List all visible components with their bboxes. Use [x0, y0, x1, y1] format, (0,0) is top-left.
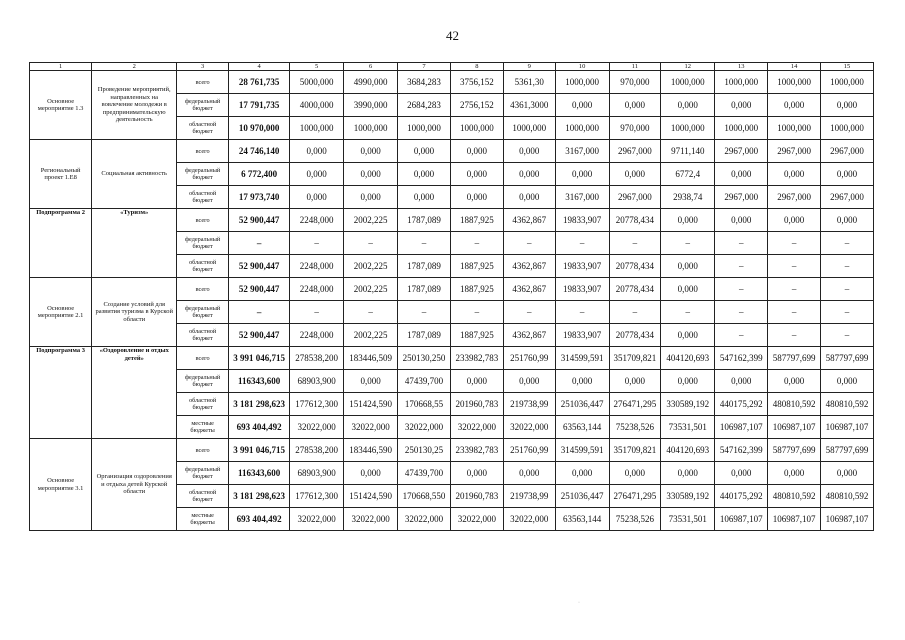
value-cell: 251036,447: [555, 393, 609, 416]
value-cell: 170668,55: [398, 393, 451, 416]
total-cell: 24 746,140: [229, 140, 290, 163]
value-cell: 20778,434: [609, 209, 661, 232]
value-cell: –: [344, 232, 398, 255]
total-cell: 3 181 298,623: [229, 485, 290, 508]
total-cell: 116343,600: [229, 370, 290, 393]
value-cell: –: [503, 301, 555, 324]
value-cell: –: [290, 301, 344, 324]
total-cell: 28 761,735: [229, 71, 290, 94]
value-cell: 250130,250: [398, 347, 451, 370]
value-cell: 276471,295: [609, 393, 661, 416]
column-header: 4: [229, 63, 290, 71]
value-cell: 0,000: [661, 94, 715, 117]
value-cell: 0,000: [661, 462, 715, 485]
value-cell: 0,000: [768, 163, 821, 186]
value-cell: 0,000: [821, 94, 874, 117]
column-header: 15: [821, 63, 874, 71]
budget-table: [29, 62, 874, 531]
value-cell: 970,000: [609, 71, 661, 94]
value-cell: 1000,000: [661, 117, 715, 140]
value-cell: 2002,225: [344, 324, 398, 347]
value-cell: 330589,192: [661, 393, 715, 416]
total-cell: 17 973,740: [229, 186, 290, 209]
funding-source: всего: [177, 439, 229, 462]
value-cell: 0,000: [503, 370, 555, 393]
value-cell: –: [450, 301, 503, 324]
value-cell: 32022,000: [290, 416, 344, 439]
value-cell: 351709,821: [609, 347, 661, 370]
value-cell: 3167,000: [555, 140, 609, 163]
value-cell: 4362,867: [503, 255, 555, 278]
value-cell: 0,000: [715, 462, 768, 485]
value-cell: 106987,107: [768, 508, 821, 531]
funding-source: федеральный бюджет: [177, 94, 229, 117]
column-header: 7: [398, 63, 451, 71]
value-cell: 2938,74: [661, 186, 715, 209]
table-row: [30, 209, 874, 232]
value-cell: 32022,000: [398, 416, 451, 439]
scan-speck: ·: [578, 600, 580, 606]
column-header: 5: [290, 63, 344, 71]
value-cell: 73531,501: [661, 508, 715, 531]
funding-source: областной бюджет: [177, 324, 229, 347]
value-cell: –: [450, 232, 503, 255]
value-cell: 183446,590: [344, 439, 398, 462]
value-cell: 151424,590: [344, 393, 398, 416]
value-cell: 73531,501: [661, 416, 715, 439]
value-cell: 2967,000: [609, 186, 661, 209]
value-cell: 0,000: [398, 140, 451, 163]
column-header: 12: [661, 63, 715, 71]
total-cell: 3 991 046,715: [229, 439, 290, 462]
value-cell: 0,000: [661, 278, 715, 301]
value-cell: 75238,526: [609, 508, 661, 531]
value-cell: 2967,000: [768, 140, 821, 163]
value-cell: 4990,000: [344, 71, 398, 94]
value-cell: 177612,300: [290, 485, 344, 508]
value-cell: –: [609, 232, 661, 255]
value-cell: 32022,000: [503, 416, 555, 439]
value-cell: 0,000: [821, 370, 874, 393]
value-cell: 32022,000: [290, 508, 344, 531]
total-cell: –: [229, 301, 290, 324]
funding-source: областной бюджет: [177, 393, 229, 416]
value-cell: 2002,225: [344, 255, 398, 278]
value-cell: 219738,99: [503, 485, 555, 508]
value-cell: 1000,000: [715, 71, 768, 94]
value-cell: 0,000: [344, 462, 398, 485]
program-name: Подпрограмма 3: [30, 347, 92, 439]
value-cell: 0,000: [290, 140, 344, 163]
value-cell: 2967,000: [609, 140, 661, 163]
funding-source: областной бюджет: [177, 117, 229, 140]
value-cell: 330589,192: [661, 485, 715, 508]
value-cell: 0,000: [768, 94, 821, 117]
value-cell: –: [715, 255, 768, 278]
value-cell: 4362,867: [503, 209, 555, 232]
total-cell: 6 772,400: [229, 163, 290, 186]
table-body: [30, 71, 874, 531]
value-cell: 201960,783: [450, 485, 503, 508]
value-cell: 250130,25: [398, 439, 451, 462]
value-cell: 4361,3000: [503, 94, 555, 117]
value-cell: 0,000: [609, 370, 661, 393]
value-cell: –: [821, 324, 874, 347]
program-name: Основное мероприятие 3.1: [30, 439, 92, 531]
value-cell: –: [821, 232, 874, 255]
value-cell: 0,000: [450, 140, 503, 163]
value-cell: 0,000: [661, 324, 715, 347]
funding-source: всего: [177, 278, 229, 301]
value-cell: 440175,292: [715, 485, 768, 508]
funding-source: федеральный бюджет: [177, 232, 229, 255]
value-cell: 0,000: [555, 370, 609, 393]
value-cell: –: [344, 301, 398, 324]
value-cell: 1000,000: [290, 117, 344, 140]
value-cell: –: [715, 324, 768, 347]
value-cell: 547162,399: [715, 347, 768, 370]
value-cell: 106987,107: [768, 416, 821, 439]
value-cell: 480810,592: [768, 393, 821, 416]
value-cell: –: [661, 301, 715, 324]
program-name: Региональный проект 1.Е8: [30, 140, 92, 209]
value-cell: 0,000: [715, 94, 768, 117]
value-cell: 177612,300: [290, 393, 344, 416]
value-cell: –: [715, 278, 768, 301]
total-cell: 52 900,447: [229, 209, 290, 232]
value-cell: 480810,592: [821, 485, 874, 508]
value-cell: 63563,144: [555, 416, 609, 439]
value-cell: 19833,907: [555, 255, 609, 278]
value-cell: 32022,000: [503, 508, 555, 531]
value-cell: 0,000: [450, 370, 503, 393]
value-cell: 2002,225: [344, 278, 398, 301]
value-cell: 2684,283: [398, 94, 451, 117]
value-cell: 19833,907: [555, 278, 609, 301]
value-cell: 587797,699: [768, 439, 821, 462]
value-cell: 2967,000: [715, 186, 768, 209]
value-cell: 480810,592: [821, 393, 874, 416]
funding-source: всего: [177, 71, 229, 94]
value-cell: 0,000: [821, 209, 874, 232]
value-cell: 0,000: [398, 186, 451, 209]
funding-source: всего: [177, 209, 229, 232]
total-cell: 3 181 298,623: [229, 393, 290, 416]
program-name: Подпрограмма 2: [30, 209, 92, 278]
value-cell: 1887,925: [450, 209, 503, 232]
value-cell: 404120,693: [661, 347, 715, 370]
value-cell: 1787,089: [398, 209, 451, 232]
value-cell: 20778,434: [609, 255, 661, 278]
value-cell: 1000,000: [768, 71, 821, 94]
value-cell: 314599,591: [555, 439, 609, 462]
value-cell: 47439,700: [398, 462, 451, 485]
value-cell: 0,000: [450, 163, 503, 186]
value-cell: 1000,000: [715, 117, 768, 140]
value-cell: 0,000: [555, 462, 609, 485]
value-cell: 0,000: [609, 94, 661, 117]
value-cell: 0,000: [398, 163, 451, 186]
value-cell: 251760,99: [503, 439, 555, 462]
value-cell: –: [768, 255, 821, 278]
value-cell: 9711,140: [661, 140, 715, 163]
column-header: 6: [344, 63, 398, 71]
value-cell: 404120,693: [661, 439, 715, 462]
value-cell: 170668,550: [398, 485, 451, 508]
value-cell: 0,000: [661, 255, 715, 278]
value-cell: 3756,152: [450, 71, 503, 94]
value-cell: –: [609, 301, 661, 324]
value-cell: –: [661, 232, 715, 255]
value-cell: 2248,000: [290, 324, 344, 347]
value-cell: –: [768, 324, 821, 347]
value-cell: 2967,000: [768, 186, 821, 209]
funding-source: областной бюджет: [177, 255, 229, 278]
value-cell: 0,000: [715, 370, 768, 393]
value-cell: –: [821, 301, 874, 324]
column-header: 11: [609, 63, 661, 71]
value-cell: 278538,200: [290, 439, 344, 462]
value-cell: 0,000: [609, 163, 661, 186]
value-cell: 106987,107: [715, 416, 768, 439]
value-cell: 547162,399: [715, 439, 768, 462]
total-cell: 693 404,492: [229, 416, 290, 439]
value-cell: 0,000: [768, 462, 821, 485]
funding-source: федеральный бюджет: [177, 301, 229, 324]
value-cell: 2002,225: [344, 209, 398, 232]
column-header: 14: [768, 63, 821, 71]
value-cell: 0,000: [450, 186, 503, 209]
value-cell: 151424,590: [344, 485, 398, 508]
value-cell: 2967,000: [821, 140, 874, 163]
program-name: Основное мероприятие 2.1: [30, 278, 92, 347]
value-cell: 1887,925: [450, 255, 503, 278]
value-cell: 5000,000: [290, 71, 344, 94]
value-cell: 20778,434: [609, 278, 661, 301]
value-cell: 0,000: [555, 94, 609, 117]
value-cell: 1787,089: [398, 324, 451, 347]
total-cell: –: [229, 232, 290, 255]
value-cell: 106987,107: [821, 508, 874, 531]
value-cell: 0,000: [344, 186, 398, 209]
value-cell: 19833,907: [555, 209, 609, 232]
value-cell: 6772,4: [661, 163, 715, 186]
column-header: 9: [503, 63, 555, 71]
funding-source: всего: [177, 347, 229, 370]
column-header: 1: [30, 63, 92, 71]
funding-source: областной бюджет: [177, 186, 229, 209]
value-cell: 0,000: [344, 140, 398, 163]
value-cell: 1000,000: [555, 71, 609, 94]
value-cell: 2967,000: [821, 186, 874, 209]
value-cell: 0,000: [450, 462, 503, 485]
value-cell: 68903,900: [290, 370, 344, 393]
funding-source: областной бюджет: [177, 485, 229, 508]
value-cell: 0,000: [661, 370, 715, 393]
column-header: 13: [715, 63, 768, 71]
program-description: «Оздоровление и отдых детей»: [92, 347, 177, 439]
total-cell: 10 970,000: [229, 117, 290, 140]
value-cell: 3684,283: [398, 71, 451, 94]
value-cell: 0,000: [290, 163, 344, 186]
value-cell: 3990,000: [344, 94, 398, 117]
funding-source: местные бюджеты: [177, 508, 229, 531]
total-cell: 116343,600: [229, 462, 290, 485]
value-cell: –: [821, 255, 874, 278]
program-description: Проведение мероприятий, направленных на вовлечение молодежи в предпринимательскую деятельность: [92, 71, 177, 140]
value-cell: 2967,000: [715, 140, 768, 163]
value-cell: 1000,000: [503, 117, 555, 140]
value-cell: 2248,000: [290, 255, 344, 278]
value-cell: 75238,526: [609, 416, 661, 439]
value-cell: 0,000: [715, 209, 768, 232]
value-cell: 1000,000: [768, 117, 821, 140]
value-cell: 32022,000: [344, 508, 398, 531]
value-cell: –: [715, 301, 768, 324]
value-cell: 0,000: [503, 462, 555, 485]
value-cell: 0,000: [821, 163, 874, 186]
value-cell: 106987,107: [821, 416, 874, 439]
value-cell: –: [398, 301, 451, 324]
value-cell: 3167,000: [555, 186, 609, 209]
value-cell: 0,000: [555, 163, 609, 186]
value-cell: 47439,700: [398, 370, 451, 393]
program-description: «Туризм»: [92, 209, 177, 278]
value-cell: 1000,000: [555, 117, 609, 140]
value-cell: 278538,200: [290, 347, 344, 370]
value-cell: 970,000: [609, 117, 661, 140]
value-cell: 480810,592: [768, 485, 821, 508]
value-cell: 0,000: [503, 163, 555, 186]
header-row: [30, 63, 874, 71]
value-cell: 0,000: [503, 140, 555, 163]
value-cell: 587797,699: [821, 347, 874, 370]
value-cell: 2756,152: [450, 94, 503, 117]
value-cell: 233982,783: [450, 439, 503, 462]
table-row: [30, 71, 874, 94]
value-cell: –: [503, 232, 555, 255]
value-cell: –: [398, 232, 451, 255]
value-cell: 20778,434: [609, 324, 661, 347]
column-header: 3: [177, 63, 229, 71]
value-cell: –: [555, 301, 609, 324]
total-cell: 52 900,447: [229, 324, 290, 347]
value-cell: 1000,000: [821, 71, 874, 94]
program-description: Создание условий для развития туризма в Курской области: [92, 278, 177, 347]
funding-source: федеральный бюджет: [177, 370, 229, 393]
value-cell: 0,000: [290, 186, 344, 209]
value-cell: –: [290, 232, 344, 255]
value-cell: 63563,144: [555, 508, 609, 531]
value-cell: 1000,000: [344, 117, 398, 140]
value-cell: 219738,99: [503, 393, 555, 416]
value-cell: 1000,000: [661, 71, 715, 94]
value-cell: –: [768, 232, 821, 255]
value-cell: 32022,000: [344, 416, 398, 439]
value-cell: 0,000: [344, 163, 398, 186]
value-cell: 32022,000: [450, 416, 503, 439]
value-cell: 1787,089: [398, 278, 451, 301]
page-number: 42: [446, 28, 459, 43]
total-cell: 52 900,447: [229, 255, 290, 278]
funding-source: местные бюджеты: [177, 416, 229, 439]
value-cell: 1887,925: [450, 278, 503, 301]
value-cell: 351709,821: [609, 439, 661, 462]
table-row: [30, 347, 874, 370]
funding-source: федеральный бюджет: [177, 163, 229, 186]
column-header: 8: [450, 63, 503, 71]
value-cell: 32022,000: [398, 508, 451, 531]
value-cell: 0,000: [661, 209, 715, 232]
value-cell: 587797,699: [821, 439, 874, 462]
value-cell: 1000,000: [398, 117, 451, 140]
funding-source: всего: [177, 140, 229, 163]
value-cell: 19833,907: [555, 324, 609, 347]
value-cell: 2248,000: [290, 209, 344, 232]
total-cell: 3 991 046,715: [229, 347, 290, 370]
value-cell: 106987,107: [715, 508, 768, 531]
value-cell: 0,000: [768, 209, 821, 232]
total-cell: 52 900,447: [229, 278, 290, 301]
value-cell: 4000,000: [290, 94, 344, 117]
table-row: [30, 439, 874, 462]
value-cell: 440175,292: [715, 393, 768, 416]
value-cell: –: [715, 232, 768, 255]
program-name: Основное мероприятие 1.3: [30, 71, 92, 140]
value-cell: 251760,99: [503, 347, 555, 370]
value-cell: 5361,30: [503, 71, 555, 94]
column-header: 2: [92, 63, 177, 71]
value-cell: 233982,783: [450, 347, 503, 370]
funding-source: федеральный бюджет: [177, 462, 229, 485]
total-cell: 693 404,492: [229, 508, 290, 531]
value-cell: 1887,925: [450, 324, 503, 347]
value-cell: –: [821, 278, 874, 301]
value-cell: 68903,900: [290, 462, 344, 485]
value-cell: 0,000: [609, 462, 661, 485]
value-cell: 276471,295: [609, 485, 661, 508]
program-description: Организация оздоровления и отдыха детей Курской области: [92, 439, 177, 531]
value-cell: 32022,000: [450, 508, 503, 531]
table-row: [30, 140, 874, 163]
value-cell: –: [768, 301, 821, 324]
value-cell: 0,000: [715, 163, 768, 186]
total-cell: 17 791,735: [229, 94, 290, 117]
value-cell: 183446,509: [344, 347, 398, 370]
value-cell: –: [555, 232, 609, 255]
value-cell: 314599,591: [555, 347, 609, 370]
value-cell: 1000,000: [450, 117, 503, 140]
column-header: 10: [555, 63, 609, 71]
value-cell: 1000,000: [821, 117, 874, 140]
value-cell: 587797,699: [768, 347, 821, 370]
value-cell: 0,000: [503, 186, 555, 209]
program-description: Социальная активность: [92, 140, 177, 209]
value-cell: 201960,783: [450, 393, 503, 416]
table-row: [30, 278, 874, 301]
value-cell: 251036,447: [555, 485, 609, 508]
value-cell: 1787,089: [398, 255, 451, 278]
value-cell: 4362,867: [503, 324, 555, 347]
value-cell: –: [768, 278, 821, 301]
value-cell: 2248,000: [290, 278, 344, 301]
value-cell: 0,000: [768, 370, 821, 393]
value-cell: 4362,867: [503, 278, 555, 301]
value-cell: 0,000: [821, 462, 874, 485]
value-cell: 0,000: [344, 370, 398, 393]
